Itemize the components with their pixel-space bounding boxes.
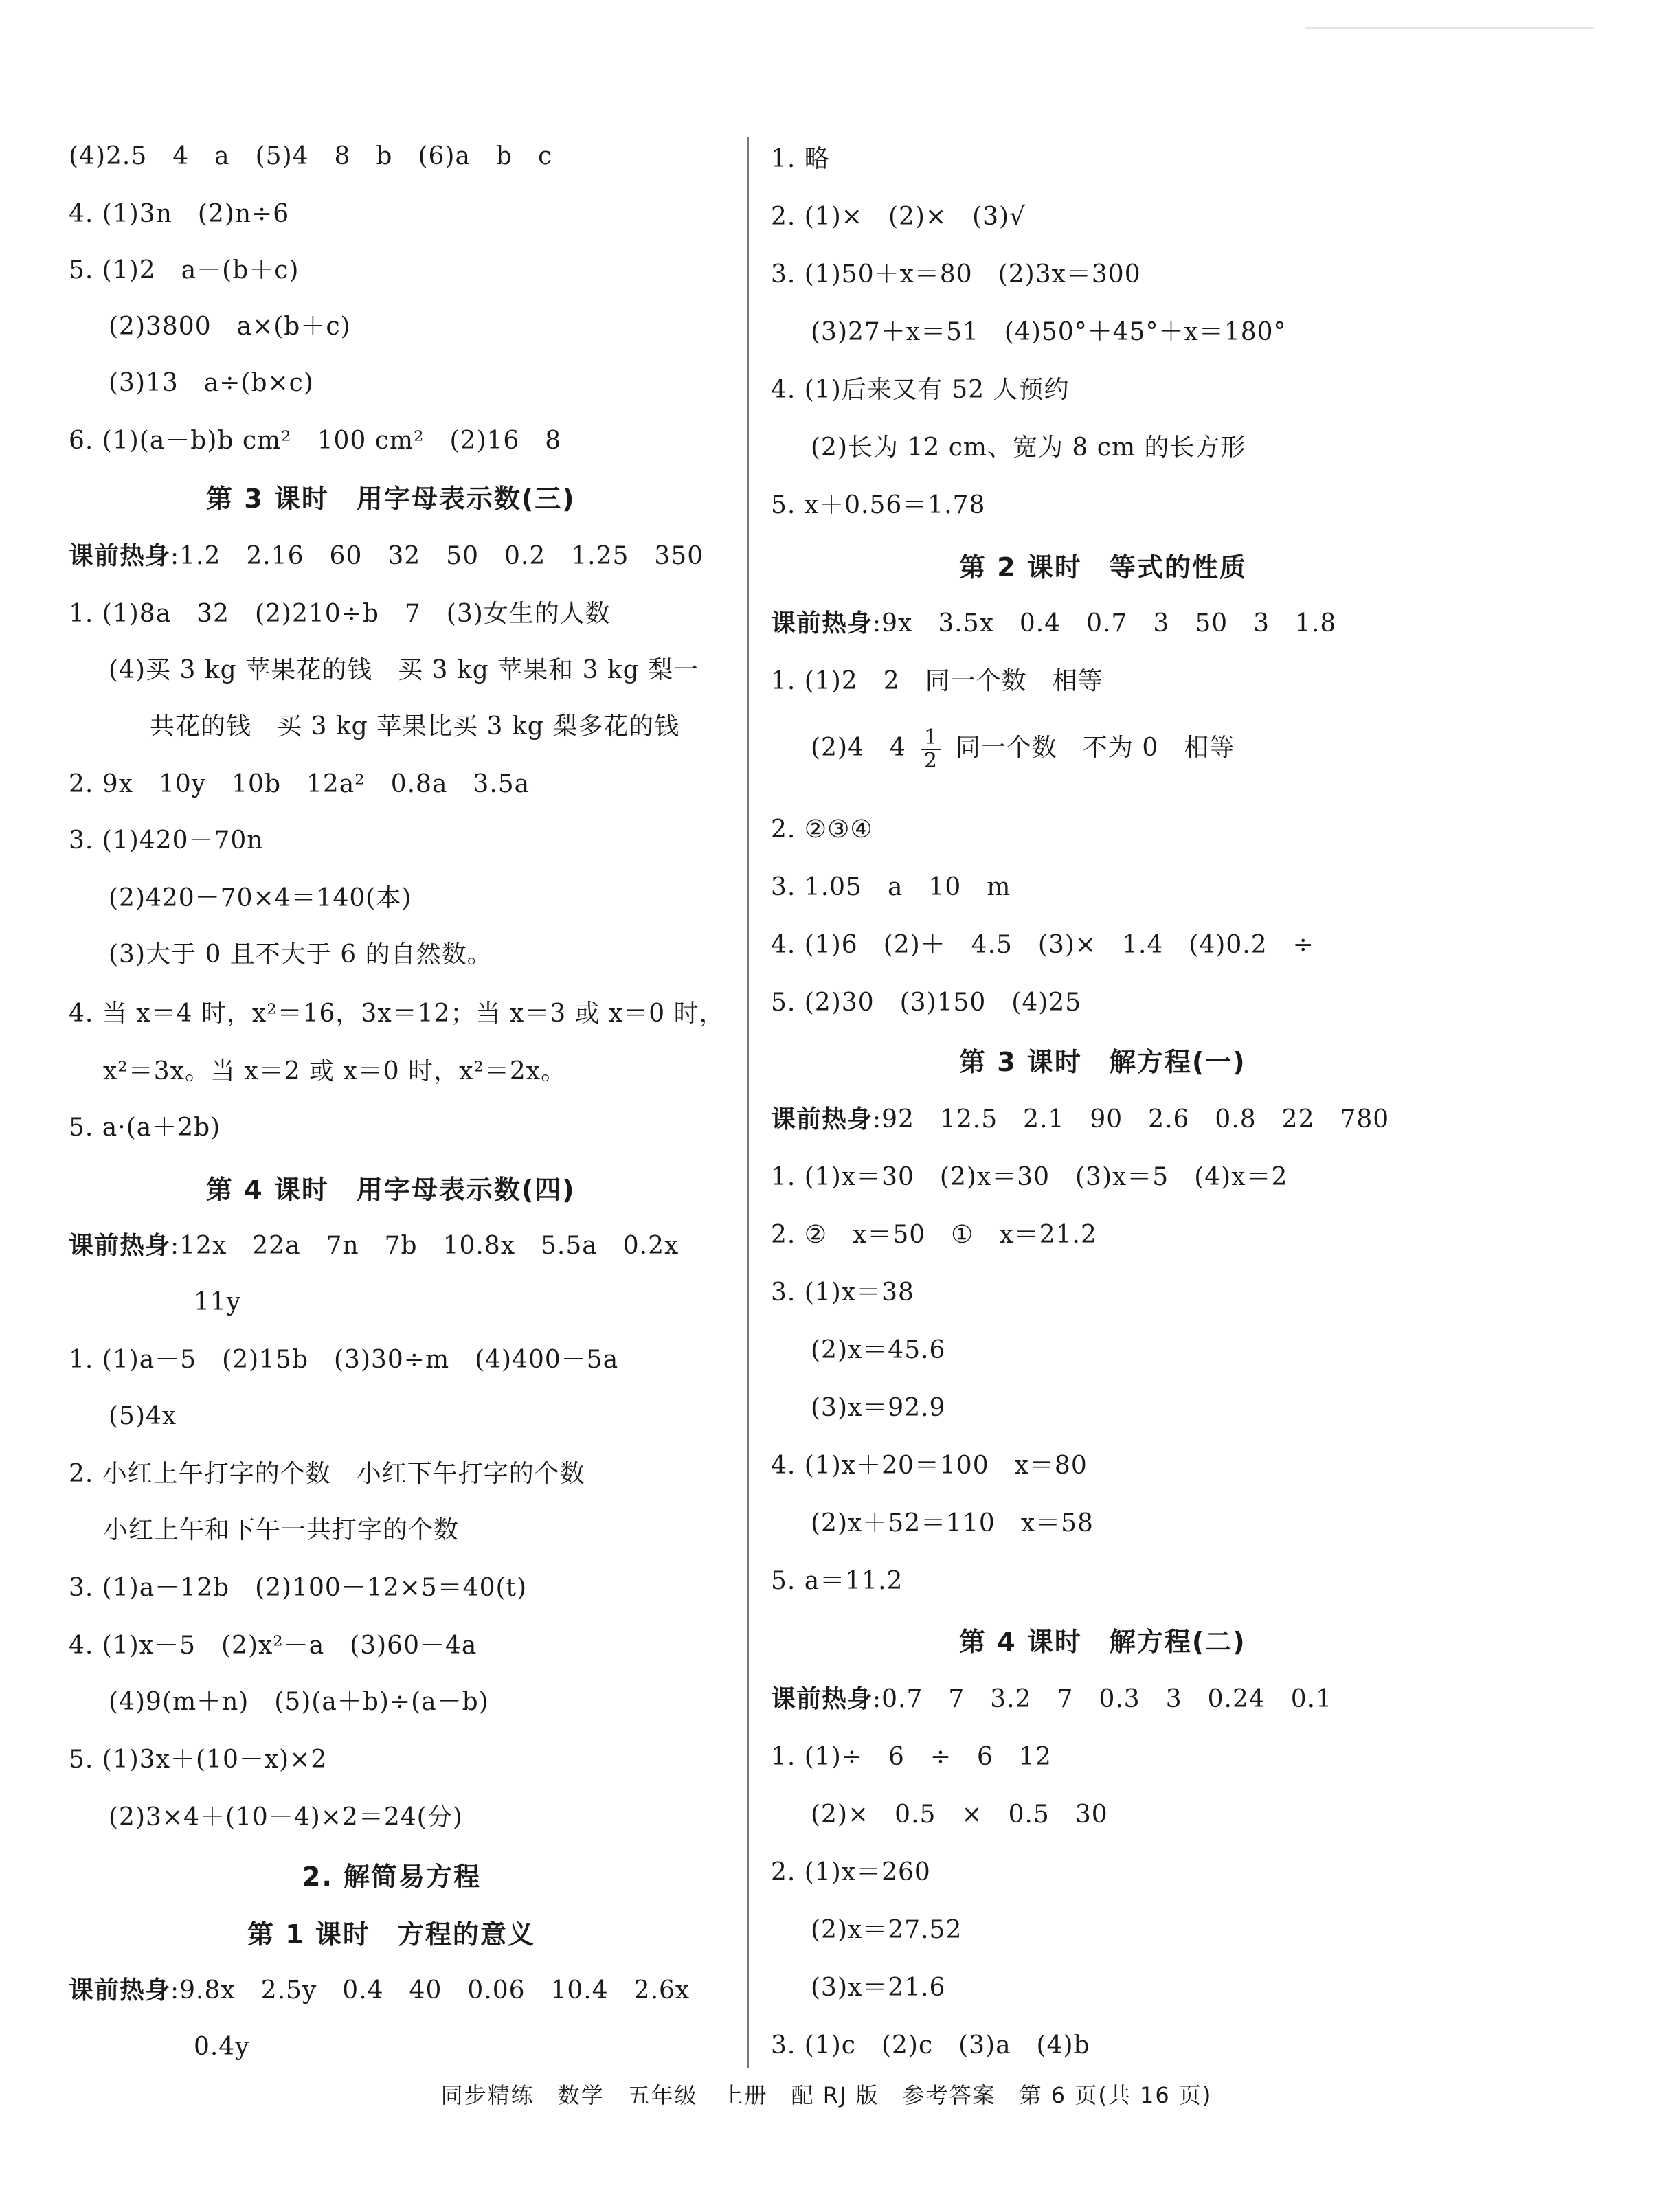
answer-line: 4. 当 x＝4 时，x²＝16，3x＝12；当 x＝3 或 x＝0 时， <box>69 1000 725 1028</box>
answer-line: 0.4y <box>194 2033 250 2061</box>
answer-text: 同一个数 不为 0 相等 <box>955 734 1235 762</box>
warmup-values: :12x 22a 7n 7b 10.8x 5.5a 0.2x <box>170 1232 679 1260</box>
answer-line: (2)420－70×4＝140(本) <box>109 884 412 912</box>
answer-line: 2. (1)× (2)× (3)√ <box>771 203 1026 231</box>
answer-line: (4)9(m＋n) (5)(a＋b)÷(a－b) <box>109 1688 489 1716</box>
answer-line: 6. (1)(a－b)b cm² 100 cm² (2)16 8 <box>69 427 562 455</box>
answer-line: 5. (2)30 (3)150 (4)25 <box>771 989 1082 1017</box>
warmup-label: 课前热身 <box>771 609 873 637</box>
answer-line: (2)长为 12 cm、宽为 8 cm 的长方形 <box>811 433 1246 462</box>
answer-line: (2)x＝27.52 <box>811 1916 963 1944</box>
answer-line: (3)大于 0 且不大于 6 的自然数。 <box>109 940 493 969</box>
answer-line: (2)3800 a×(b＋c) <box>109 313 351 341</box>
answer-line: (3)27＋x＝51 (4)50°＋45°＋x＝180° <box>811 318 1287 346</box>
warmup-values: :9x 3.5x 0.4 0.7 3 50 3 1.8 <box>873 609 1337 637</box>
answer-line: 2. 小红上午打字的个数 小红下午打字的个数 <box>69 1460 585 1488</box>
page-footer: 同步精练 数学 五年级 上册 配 RJ 版 参考答案 第 6 页(共 16 页) <box>440 2082 1213 2108</box>
warmup-label: 课前热身 <box>69 1976 171 2005</box>
answer-line: 5. a·(a＋2b) <box>69 1114 221 1142</box>
answer-line: 4. (1)3n (2)n÷6 <box>69 200 290 228</box>
answer-line-with-fraction <box>811 727 1235 772</box>
answer-text: (2)4 4 <box>811 734 906 762</box>
warmup-line <box>69 1231 679 1261</box>
answer-line: 1. 略 <box>771 145 830 173</box>
answer-line: (2)× 0.5 × 0.5 30 <box>811 1801 1108 1829</box>
answer-line: (2)x＝45.6 <box>811 1336 946 1364</box>
warmup-label: 课前热身 <box>771 1105 873 1133</box>
answer-line: 4. (1)x＋20＝100 x＝80 <box>771 1452 1088 1480</box>
answer-line: x²＝3x。当 x＝2 或 x＝0 时，x²＝2x。 <box>103 1057 567 1085</box>
section-heading: 2. 解简易方程 <box>302 1862 482 1892</box>
warmup-values: :0.7 7 3.2 7 0.3 3 0.24 0.1 <box>873 1685 1333 1713</box>
warmup-line <box>771 1684 1332 1715</box>
answer-line: (5)4x <box>109 1402 177 1430</box>
warmup-label: 课前热身 <box>69 542 171 570</box>
answer-line: 1. (1)a－5 (2)15b (3)30÷m (4)400－5a <box>69 1346 619 1374</box>
answer-line: 1. (1)x＝30 (2)x＝30 (3)x＝5 (4)x＝2 <box>771 1163 1288 1191</box>
answer-line: 5. (1)3x＋(10－x)×2 <box>69 1746 328 1774</box>
answer-line: 2. 9x 10y 10b 12a² 0.8a 3.5a <box>69 770 530 798</box>
answer-line: (3)13 a÷(b×c) <box>109 369 314 397</box>
answer-line: 4. (1)后来又有 52 人预约 <box>771 376 1070 404</box>
answer-line: (4)买 3 kg 苹果花的钱 买 3 kg 苹果和 3 kg 梨一 <box>109 656 699 684</box>
warmup-label: 课前热身 <box>771 1685 873 1713</box>
answer-line: 3. (1)50＋x＝80 (2)3x＝300 <box>771 260 1141 289</box>
answer-line: 2. ②③④ <box>771 815 873 844</box>
answer-line: 5. (1)2 a－(b＋c) <box>69 256 300 284</box>
column-divider <box>747 137 749 2068</box>
section-heading: 第 2 课时 等式的性质 <box>959 552 1247 583</box>
answer-line: 4. (1)6 (2)＋ 4.5 (3)× 1.4 (4)0.2 ÷ <box>771 931 1314 959</box>
answer-line: 3. 1.05 a 10 m <box>771 873 1011 901</box>
warmup-line <box>69 541 704 572</box>
warmup-label: 课前热身 <box>69 1232 171 1260</box>
warmup-values: :92 12.5 2.1 90 2.6 0.8 22 780 <box>873 1105 1390 1133</box>
answer-line: 1. (1)÷ 6 ÷ 6 12 <box>771 1743 1052 1771</box>
answer-line: 1. (1)2 2 同一个数 相等 <box>771 667 1103 695</box>
answer-line: 5. a＝11.2 <box>771 1567 903 1595</box>
warmup-line <box>69 1976 690 2006</box>
section-heading: 第 4 课时 用字母表示数(四) <box>206 1175 576 1205</box>
warmup-line <box>771 1105 1389 1135</box>
answer-line: 2. ② x＝50 ① x＝21.2 <box>771 1221 1097 1249</box>
answer-line: (3)x＝21.6 <box>811 1974 946 2002</box>
warmup-line <box>771 609 1336 639</box>
answer-line: 4. (1)x－5 (2)x²－a (3)60－4a <box>69 1632 477 1660</box>
answer-line: 3. (1)420－70n <box>69 826 264 855</box>
section-heading: 第 1 课时 方程的意义 <box>247 1919 535 1950</box>
section-heading: 第 3 课时 解方程(一) <box>959 1047 1246 1077</box>
top-rule <box>1305 27 1594 29</box>
answer-line: 3. (1)x＝38 <box>771 1278 914 1307</box>
answer-line: 共花的钱 买 3 kg 苹果比买 3 kg 梨多花的钱 <box>150 712 680 741</box>
answer-line: (2)3×4＋(10－4)×2＝24(分) <box>109 1803 463 1831</box>
section-heading: 第 4 课时 解方程(二) <box>959 1627 1246 1657</box>
answer-line: 2. (1)x＝260 <box>771 1858 931 1886</box>
warmup-values: :1.2 2.16 60 32 50 0.2 1.25 350 <box>170 542 704 570</box>
answer-line: 3. (1)a－12b (2)100－12×5＝40(t) <box>69 1574 528 1602</box>
answer-line: (2)x＋52＝110 x＝58 <box>811 1509 1094 1537</box>
section-heading: 第 3 课时 用字母表示数(三) <box>206 484 576 514</box>
fraction-denominator: 2 <box>923 749 938 773</box>
fraction <box>921 727 941 772</box>
answer-line: 小红上午和下午一共打字的个数 <box>103 1516 460 1544</box>
answer-line: (3)x＝92.9 <box>811 1394 946 1422</box>
answer-line: (4)2.5 4 a (5)4 8 b (6)a b c <box>69 142 553 170</box>
answer-line: 11y <box>194 1288 242 1316</box>
answer-line: 5. x＋0.56＝1.78 <box>771 491 986 519</box>
answer-line: 1. (1)8a 32 (2)210÷b 7 (3)女生的人数 <box>69 600 611 628</box>
fraction-numerator: 1 <box>921 727 941 750</box>
answer-line: 3. (1)c (2)c (3)a (4)b <box>771 2031 1090 2059</box>
warmup-values: :9.8x 2.5y 0.4 40 0.06 10.4 2.6x <box>170 1976 690 2005</box>
